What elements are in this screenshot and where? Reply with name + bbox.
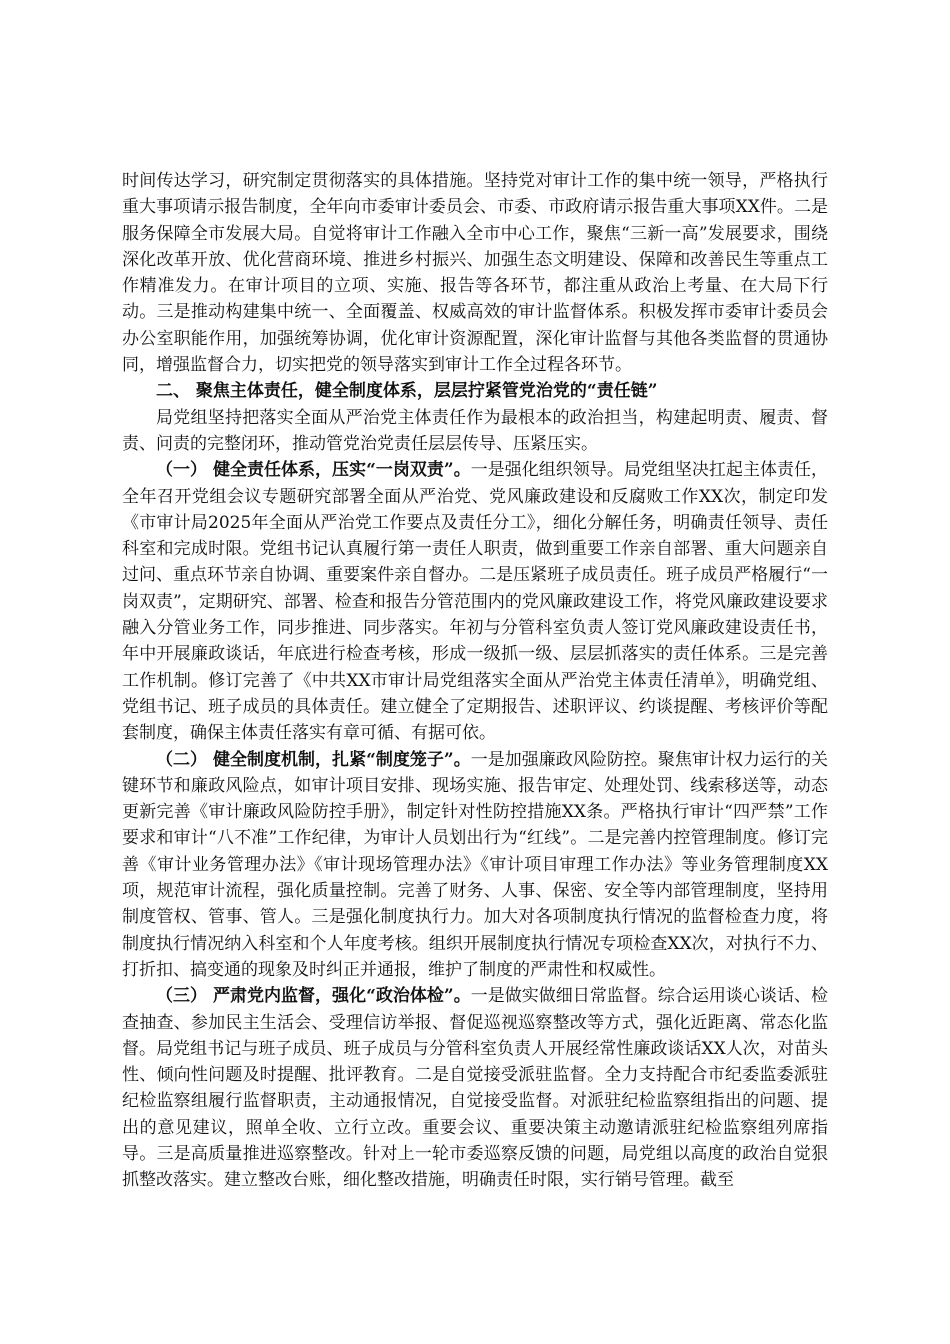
subsection-2-paragraph (122, 747, 828, 984)
section-2-intro-paragraph: 局党组坚持把落实全面从严治党主体责任作为最根本的政治担当，构建起明责、履责、督责、问责的完整闭环，推动管党治党责任层层传导、压紧压实。 (122, 407, 828, 454)
intro-paragraph: 时间传达学习，研究制定贯彻落实的具体措施。坚持党对审计工作的集中统一领导，严格执行重大事项请示报告制度，全年向市委审计委员会、市委、市政府请示报告重大事项XX件。二是服务保障全市发展大局。自觉将审计工作融入全市中心工作，聚焦“三新一高”发展要求，围绕深化改革开放、优化营商环境、推进乡村振兴、加强生态文明建设、保障和改善民生等重点工作精准发力。在审计项目的立项、实施、报告等各环节，都注重从政治上考量、在大局下行动。三是推动构建集中统一、全面覆盖、权威高效的审计监督体系。积极发挥市委审计委员会办公室职能作用，加强统筹协调，优化审计资源配置，深化审计监督与其他各类监督的贯通协同，增强监督合力，切实把党的领导落实到审计工作全过程各环节。 (122, 171, 828, 376)
subsection-1-heading: （一） 健全责任体系，压实“一岗双责”。 (156, 460, 471, 481)
subsection-1-paragraph (122, 457, 828, 746)
section-2-heading: 二、 聚焦主体责任，健全制度体系，层层拧紧管党治党的“责任链” (156, 381, 658, 402)
subsection-2-heading: （二） 健全制度机制，扎紧“制度笼子”。 (156, 749, 471, 770)
document-body (122, 168, 828, 1194)
subsection-2-body: 一是加强廉政风险防控。聚焦审计权力运行的关键环节和廉政风险点，如审计项目安排、现场实施、报告审定、处理处罚、线索移送等，动态更新完善《审计廉政风险防控手册》，制定针对性防控措施XX条。严格执行审计“四严禁”工作要求和审计“八不准”工作纪律，为审计人员划出行为“红线”。二是完善内控管理制度。修订完善《审计业务管理办法》《审计现场管理办法》《审计项目审理工作办法》等业务管理制度XX项，规范审计流程，强化质量控制。完善了财务、人事、保密、安全等内部管理制度，坚持用制度管权、管事、管人。三是强化制度执行力。加大对各项制度执行情况的监督检查力度，将制度执行情况纳入科室和个人年度考核。组织开展制度执行情况专项检查XX次，对执行不力、打折扣、搞变通的现象及时纠正并通报，维护了制度的严肃性和权威性。 (122, 749, 828, 980)
subsection-1-body: 一是强化组织领导。局党组坚决扛起主体责任，全年召开党组会议专题研究部署全面从严治党、党风廉政建设和反腐败工作XX次，制定印发《市审计局2025年全面从严治党工作要点及责任分工》，细化分解任务，明确责任领导、责任科室和完成时限。党组书记认真履行第一责任人职责，做到重要工作亲自部署、重大问题亲自过问、重点环节亲自协调、重要案件亲自督办。二是压紧班子成员责任。班子成员严格履行“一岗双责”，定期研究、部署、检查和报告分管范围内的党风廉政建设工作，将党风廉政建设要求融入分管业务工作，同步推进、同步落实。年初与分管科室负责人签订党风廉政建设责任书，年中开展廉政谈话，年底进行检查考核，形成一级抓一级、层层抓落实的责任体系。三是完善工作机制。修订完善了《中共XX市审计局党组落实全面从严治党主体责任清单》，明确党组、党组书记、班子成员的具体责任。建立健全了定期报告、述职评议、约谈提醒、考核评价等配套制度，确保主体责任落实有章可循、有据可依。 (122, 460, 828, 744)
subsection-3-paragraph (122, 983, 828, 1193)
subsection-3-heading: （三） 严肃党内监督，强化“政治体检”。 (156, 986, 471, 1007)
subsection-3-body: 一是做实做细日常监督。综合运用谈心谈话、检查抽查、参加民主生活会、受理信访举报、督促巡视巡察整改等方式，强化近距离、常态化监督。局党组书记与班子成员、班子成员与分管科室负责人开展经常性廉政谈话XX人次，对苗头性、倾向性问题及时提醒、批评教育。二是自觉接受派驻监督。全力支持配合市纪委监委派驻纪检监察组履行监督职责，主动通报情况，自觉接受监督。对派驻纪检监察组指出的问题、提出的意见建议，照单全收、立行立改。重要会议、重要决策主动邀请派驻纪检监察组列席指导。三是高质量推进巡察整改。针对上一轮市委巡察反馈的问题，局党组以高度的政治自觉狠抓整改落实。建立整改台账，细化整改措施，明确责任时限，实行销号管理。截至 (122, 986, 828, 1191)
